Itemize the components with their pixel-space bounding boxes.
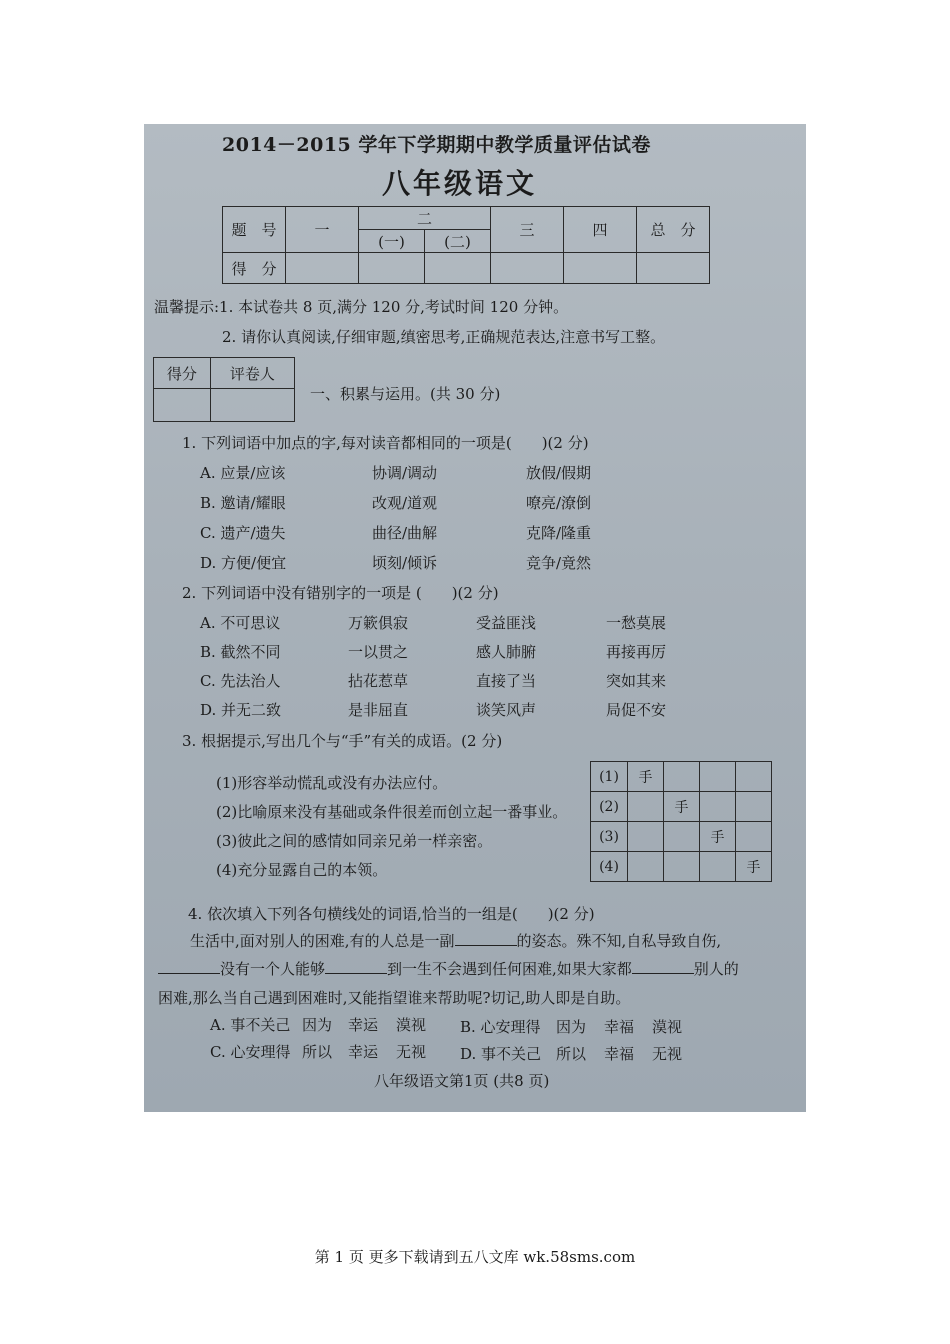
q2-option: B. 截然不同 bbox=[200, 643, 281, 661]
grid-cell[interactable] bbox=[664, 762, 700, 792]
q1-option: B. 邀请/耀眼 bbox=[200, 494, 286, 512]
q4-stem: 4. 依次填入下列各句横线处的词语,恰当的一组是( )(2 分) bbox=[188, 905, 595, 923]
q1-option: 协调/调动 bbox=[372, 464, 438, 482]
q4-option: 幸运 bbox=[348, 1016, 379, 1034]
q4-text: 没有一个人能够 bbox=[220, 960, 326, 978]
q4-line2 bbox=[158, 958, 739, 979]
grid-char: 手 bbox=[628, 762, 664, 792]
score-head-label: 题 号 bbox=[223, 207, 286, 253]
score-head-2: 二 bbox=[359, 207, 491, 230]
q4-option: 因为 bbox=[302, 1016, 333, 1034]
grid-cell[interactable] bbox=[736, 762, 772, 792]
grid-label: (2) bbox=[591, 792, 628, 822]
q4-text: 别人的 bbox=[693, 960, 739, 978]
q1-option: 改观/道观 bbox=[372, 494, 438, 512]
q2-option: A. 不可思议 bbox=[200, 614, 281, 632]
q4-option: 幸福 bbox=[604, 1018, 635, 1036]
exam-title: 2014－2015 学年下学期期中教学质量评估试卷 bbox=[222, 134, 651, 156]
q4-text: 到一生不会遇到任何困难,如果大家都 bbox=[387, 960, 632, 978]
q3-item: (2)比喻原来没有基础或条件很差而创立起一番事业。 bbox=[216, 803, 568, 821]
q2-option: C. 先法治人 bbox=[200, 672, 281, 690]
q2-option: 局促不安 bbox=[606, 701, 667, 719]
q3-stem: 3. 根据提示,写出几个与“手”有关的成语。(2 分) bbox=[182, 732, 503, 750]
q1-option: A. 应景/应该 bbox=[200, 464, 286, 482]
grid-cell[interactable] bbox=[628, 822, 664, 852]
page-footer: 第 1 页 更多下载请到五八文库 wk.58sms.com bbox=[314, 1248, 636, 1266]
answer-blank[interactable] bbox=[455, 931, 517, 946]
q4-option: A. 事不关己 bbox=[210, 1016, 291, 1034]
grid-char: 手 bbox=[700, 822, 736, 852]
grid-cell[interactable] bbox=[664, 822, 700, 852]
q2-option: 一以贯之 bbox=[348, 643, 409, 661]
q1-option: D. 方便/便宜 bbox=[200, 554, 287, 572]
q1-option: C. 遗产/遗失 bbox=[200, 524, 286, 542]
q3-item: (4)充分显露自己的本领。 bbox=[216, 861, 388, 879]
grid-char: 手 bbox=[736, 852, 772, 882]
q1-option: 曲径/曲解 bbox=[372, 524, 438, 542]
score-head-total: 总 分 bbox=[637, 207, 710, 253]
q4-line3: 困难,那么当自己遇到困难时,又能指望谁来帮助呢?切记,助人即是自助。 bbox=[158, 989, 631, 1007]
score-cell bbox=[637, 253, 710, 284]
q2-option: 一愁莫展 bbox=[606, 614, 667, 632]
q4-option: 幸运 bbox=[348, 1043, 379, 1061]
q2-stem: 2. 下列词语中没有错别字的一项是 ( )(2 分) bbox=[182, 584, 499, 602]
grid-cell[interactable] bbox=[736, 792, 772, 822]
grid-label: (3) bbox=[591, 822, 628, 852]
score-table bbox=[222, 206, 710, 284]
q2-option: 感人肺腑 bbox=[476, 643, 537, 661]
q4-text: 的姿态。殊不知,自私导致自伤, bbox=[516, 932, 722, 950]
answer-blank[interactable] bbox=[325, 959, 387, 974]
grid-label: (1) bbox=[591, 762, 628, 792]
q2-option: 拈花惹草 bbox=[348, 672, 409, 690]
grid-cell[interactable] bbox=[628, 792, 664, 822]
q4-option: 因为 bbox=[556, 1018, 587, 1036]
q4-option: 无视 bbox=[652, 1045, 683, 1063]
grid-cell[interactable] bbox=[664, 852, 700, 882]
grid-cell[interactable] bbox=[700, 852, 736, 882]
q4-option: B. 心安理得 bbox=[460, 1018, 541, 1036]
q4-line1 bbox=[190, 930, 721, 951]
grid-label: (4) bbox=[591, 852, 628, 882]
score-cell bbox=[286, 253, 359, 284]
q2-option: 是非屈直 bbox=[348, 701, 409, 719]
q1-option: 克降/隆重 bbox=[526, 524, 592, 542]
score-cell bbox=[564, 253, 637, 284]
q2-option: 受益匪浅 bbox=[476, 614, 537, 632]
answer-blank[interactable] bbox=[632, 959, 694, 974]
q4-option: 所以 bbox=[302, 1043, 333, 1061]
score-row-label: 得 分 bbox=[223, 253, 286, 284]
q1-stem: 1. 下列词语中加点的字,每对读音都相同的一项是( )(2 分) bbox=[182, 434, 589, 452]
grid-cell[interactable] bbox=[628, 852, 664, 882]
score-cell bbox=[359, 253, 425, 284]
q1-option: 放假/假期 bbox=[526, 464, 592, 482]
q1-option: 顷刻/倾诉 bbox=[372, 554, 438, 572]
q4-option: 漠视 bbox=[652, 1018, 683, 1036]
grid-cell[interactable] bbox=[736, 822, 772, 852]
exam-photo bbox=[144, 124, 806, 1112]
tip-2: 2. 请你认真阅读,仔细审题,缜密思考,正确规范表达,注意书写工整。 bbox=[222, 328, 666, 346]
q2-option: 谈笑风声 bbox=[476, 701, 537, 719]
score-sub-2: (二) bbox=[425, 230, 491, 253]
score-cell bbox=[425, 253, 491, 284]
grid-cell[interactable] bbox=[700, 792, 736, 822]
q4-option: D. 事不关己 bbox=[460, 1045, 542, 1063]
q4-option: 漠视 bbox=[396, 1016, 427, 1034]
q2-option: 直接了当 bbox=[476, 672, 537, 690]
answer-blank[interactable] bbox=[158, 959, 220, 974]
grader-score-label: 得分 bbox=[154, 358, 211, 389]
q3-item: (1)形容举动慌乱或没有办法应付。 bbox=[216, 774, 448, 792]
exam-page-footer: 八年级语文第1页 (共8 页) bbox=[374, 1072, 550, 1090]
q2-option: 突如其来 bbox=[606, 672, 667, 690]
q4-text: 生活中,面对别人的困难,有的人总是一副 bbox=[190, 932, 455, 950]
score-head-4: 四 bbox=[564, 207, 637, 253]
q4-option: 幸福 bbox=[604, 1045, 635, 1063]
score-head-1: 一 bbox=[286, 207, 359, 253]
idiom-grid bbox=[590, 761, 772, 882]
q2-option: 万簌俱寂 bbox=[348, 614, 409, 632]
tip-1: 温馨提示:1. 本试卷共 8 页,满分 120 分,考试时间 120 分钟。 bbox=[154, 298, 569, 316]
score-cell bbox=[491, 253, 564, 284]
score-head-3: 三 bbox=[491, 207, 564, 253]
grid-cell[interactable] bbox=[700, 762, 736, 792]
grader-label: 评卷人 bbox=[210, 358, 294, 389]
exam-subject: 八年级语文 bbox=[382, 167, 538, 200]
section-heading: 一、积累与运用。(共 30 分) bbox=[310, 385, 501, 403]
q2-option: 再接再厉 bbox=[606, 643, 667, 661]
q4-option: 无视 bbox=[396, 1043, 427, 1061]
q3-item: (3)彼此之间的感情如同亲兄弟一样亲密。 bbox=[216, 832, 493, 850]
q4-option: C. 心安理得 bbox=[210, 1043, 291, 1061]
grader-cell bbox=[210, 389, 294, 422]
grid-char: 手 bbox=[664, 792, 700, 822]
grader-table bbox=[153, 357, 295, 422]
q1-option: 嘹亮/潦倒 bbox=[526, 494, 592, 512]
grader-cell bbox=[154, 389, 211, 422]
score-sub-1: (一) bbox=[359, 230, 425, 253]
q4-option: 所以 bbox=[556, 1045, 587, 1063]
q2-option: D. 并无二致 bbox=[200, 701, 282, 719]
q1-option: 竞争/竟然 bbox=[526, 554, 592, 572]
